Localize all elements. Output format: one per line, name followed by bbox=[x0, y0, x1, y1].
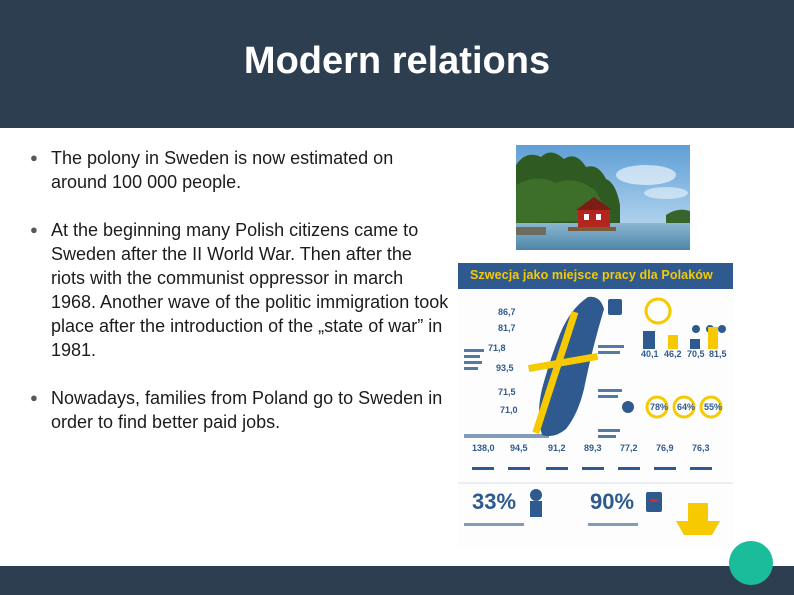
title-bar bbox=[0, 0, 794, 128]
bottom-value: 76,3 bbox=[692, 443, 710, 453]
right-value: 46,2 bbox=[664, 349, 682, 359]
infographic-title: Szwecja jako miejsce pracy dla Polaków bbox=[470, 268, 713, 282]
big-stat: 33% bbox=[472, 489, 517, 514]
map-value: 93,5 bbox=[496, 363, 514, 373]
bullet-item: ● The polony in Sweden is now estimated on around 100 000 people. bbox=[30, 146, 450, 194]
bottom-value: 89,3 bbox=[584, 443, 602, 453]
map-value: 71,8 bbox=[488, 343, 506, 353]
footer-bar bbox=[0, 566, 794, 595]
accent-circle bbox=[729, 541, 773, 585]
bullet-list bbox=[30, 146, 450, 458]
map-value: 71,0 bbox=[500, 405, 518, 415]
bottom-value: 138,0 bbox=[472, 443, 495, 453]
right-value: 40,1 bbox=[641, 349, 659, 359]
bullet-item: ● Nowadays, families from Poland go to Sweden in order to find better paid jobs. bbox=[30, 386, 450, 434]
bottom-value: 76,9 bbox=[656, 443, 674, 453]
bottom-value: 91,2 bbox=[548, 443, 566, 453]
bullet-item: ● At the beginning many Polish citizens came to Sweden after the II World War. Then after the riots with the communist oppressor in march 1968. Another wave of the politic immigration took place after the introduction of the „state of war” in 1981. bbox=[30, 218, 450, 362]
bottom-value: 77,2 bbox=[620, 443, 638, 453]
right-value: 70,5 bbox=[687, 349, 705, 359]
map-value: 86,7 bbox=[498, 307, 516, 317]
circle-value: 78% bbox=[650, 402, 669, 412]
bottom-value: 94,5 bbox=[510, 443, 528, 453]
big-stat: 90% bbox=[590, 489, 635, 514]
map-value: 81,7 bbox=[498, 323, 516, 333]
right-value: 81,5 bbox=[709, 349, 727, 359]
circle-value: 64% bbox=[677, 402, 696, 412]
slide-title: Modern relations bbox=[243, 40, 551, 82]
infographic-poland-sweden-work bbox=[458, 263, 733, 548]
sweden-coast-photo bbox=[516, 145, 690, 250]
circle-value: 55% bbox=[704, 402, 723, 412]
map-value: 71,5 bbox=[498, 387, 516, 397]
infographic-banner bbox=[458, 263, 733, 289]
